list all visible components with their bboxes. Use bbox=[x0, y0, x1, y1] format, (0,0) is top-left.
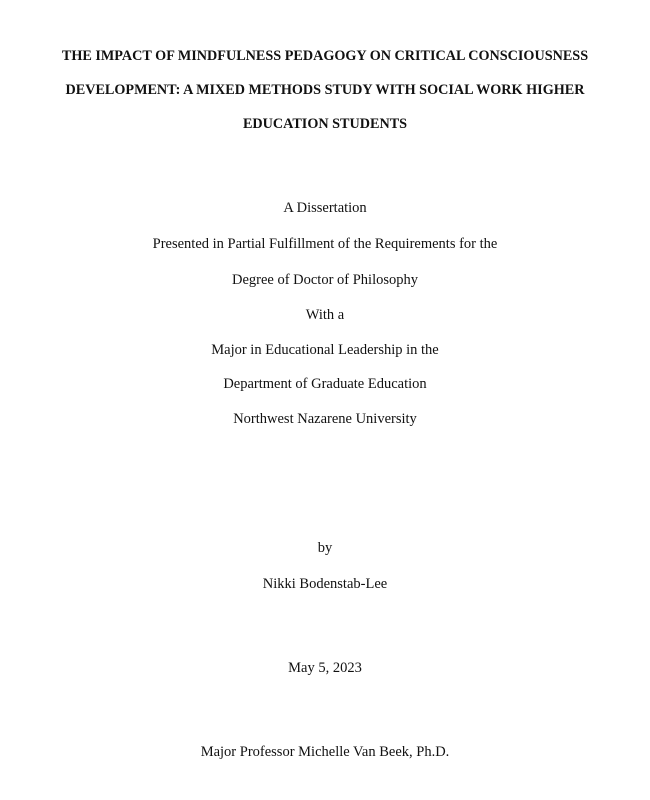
title-line-3: EDUCATION STUDENTS bbox=[242, 116, 408, 132]
author-name: Nikki Bodenstab-Lee bbox=[262, 576, 388, 592]
submission-date: May 5, 2023 bbox=[288, 660, 362, 676]
major-professor: Major Professor Michelle Van Beek, Ph.D. bbox=[200, 744, 450, 760]
document-type: A Dissertation bbox=[283, 200, 367, 216]
with-a-line: With a bbox=[305, 307, 345, 323]
title-line-1: THE IMPACT OF MINDFULNESS PEDAGOGY ON CRITICAL CONSCIOUSNESS bbox=[61, 48, 589, 64]
major-line: Major in Educational Leadership in the bbox=[211, 342, 439, 358]
by-label: by bbox=[317, 540, 333, 556]
title-line-2: DEVELOPMENT: A MIXED METHODS STUDY WITH SOCIAL WORK HIGHER bbox=[65, 82, 585, 98]
university-name: Northwest Nazarene University bbox=[233, 411, 417, 427]
fulfillment-statement: Presented in Partial Fulfillment of the Requirements for the bbox=[152, 236, 498, 252]
department-line: Department of Graduate Education bbox=[223, 376, 427, 392]
degree-line: Degree of Doctor of Philosophy bbox=[231, 272, 419, 288]
